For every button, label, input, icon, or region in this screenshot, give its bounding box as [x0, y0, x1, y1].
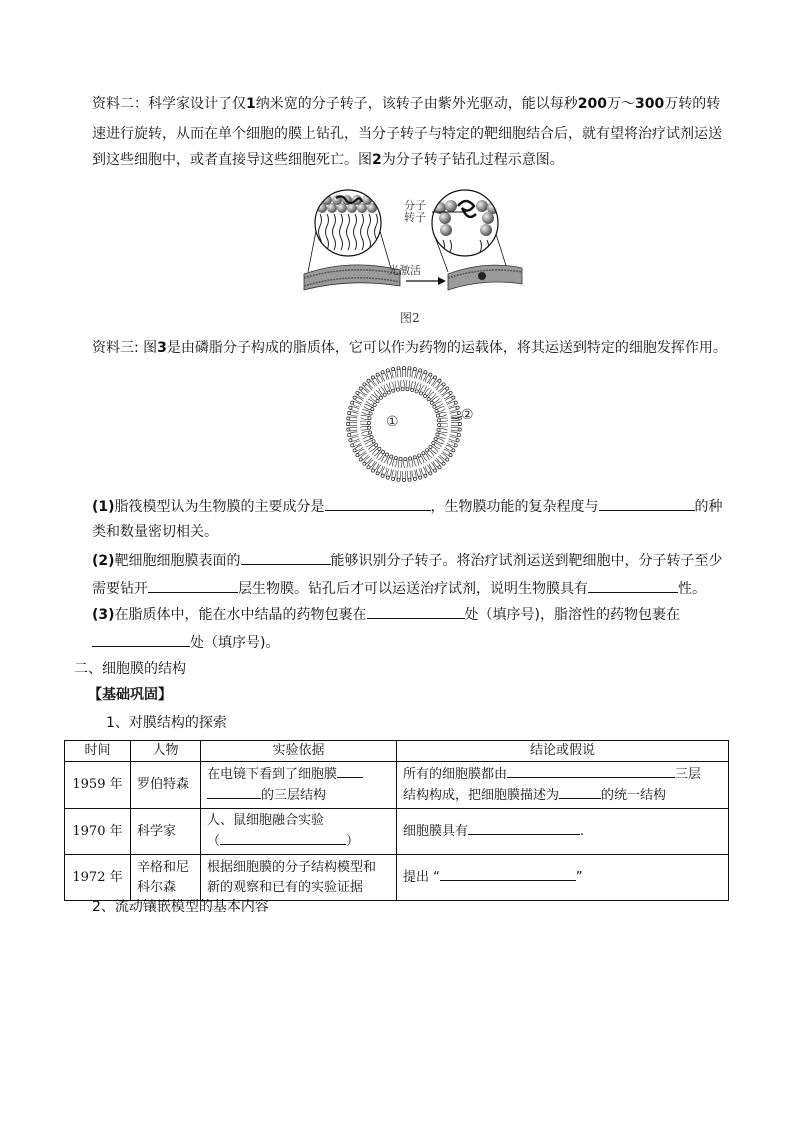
section2-item1: 1、对膜结构的探索 — [106, 715, 227, 731]
answer-blank[interactable] — [220, 831, 346, 845]
phospholipid-tail — [433, 460, 441, 468]
phospholipid-tail — [440, 388, 448, 396]
answer-blank[interactable] — [468, 821, 580, 835]
phospholipid-head — [359, 387, 362, 390]
phospholipid-tail — [372, 462, 379, 471]
phospholipid-head — [442, 462, 445, 465]
table-cell-conclusion: 细胞膜具有 . — [397, 809, 729, 855]
table-header-row — [65, 741, 729, 762]
phospholipid-tail — [364, 384, 372, 392]
phospholipid-head — [402, 366, 405, 369]
phospholipid-head — [446, 458, 449, 461]
phospholipid-head — [429, 445, 432, 448]
answer-blank-q2a[interactable] — [241, 550, 331, 565]
section2-heading: 二、细胞膜的结构 — [74, 661, 186, 677]
phospholipid-head — [379, 396, 382, 399]
table-cell-year: 1959 年 — [65, 762, 131, 809]
phospholipid-head — [359, 458, 362, 461]
table-cell-evidence: 根据细胞膜的分子结构模型和 新的观察和已有的实验证据 — [201, 855, 397, 901]
answer-blank-q1a[interactable] — [325, 496, 431, 511]
question-3-line2: 处（填序号)。 — [92, 632, 279, 653]
phospholipid-head — [430, 401, 433, 404]
phospholipid-tail — [368, 460, 376, 468]
figure3-liposome-diagram — [334, 364, 484, 484]
material3-line: 资料三: 图3是由磷脂分子构成的脂质体，它可以作为药物的运载体，将其运送到特定的细胞发挥作用。 — [92, 340, 727, 356]
phospholipid-tail — [436, 384, 444, 392]
figure2-label-activation: 光激活 — [388, 264, 421, 277]
table-cell-conclusion: 提出 “ ” — [397, 855, 729, 901]
phospholipid-tail — [442, 392, 451, 399]
answer-blank[interactable] — [440, 867, 576, 881]
phospholipid-head — [376, 400, 379, 403]
answer-blank-q3b[interactable] — [92, 632, 190, 647]
phospholipid-tail — [360, 453, 368, 461]
phospholipid-tail — [429, 377, 436, 386]
table-row — [65, 809, 729, 855]
table-header-cell: 结论或假说 — [397, 741, 729, 762]
material2-line1: 资料二：科学家设计了仅1纳米宽的分子转子，该转子由紫外光驱动，能以每秒200万～300万转的转 — [92, 96, 721, 112]
phospholipid-head — [427, 398, 430, 401]
liposome-label-2: ② — [461, 407, 474, 423]
table-header-cell: 人物 — [131, 741, 201, 762]
table-cell-person: 辛格和尼 科尔森 — [131, 855, 201, 901]
answer-blank[interactable] — [337, 764, 363, 778]
answer-blank[interactable] — [207, 785, 261, 799]
section2-item2: 2、流动镶嵌模型的基本内容 — [92, 899, 269, 915]
question-3-line1: (3)在脂质体中，能在水中结晶的药物包裹在 处（填序号)，脂溶性的药物包裹在 — [92, 604, 680, 625]
table-cell-conclusion: 所有的细胞膜都由 三层 结构构成，把细胞膜描述为 的统一结构 — [397, 762, 729, 809]
phospholipid-tail — [428, 392, 436, 400]
answer-blank[interactable] — [507, 764, 675, 778]
table-cell-evidence: 人、鼠细胞融合实验 （ ） — [201, 809, 397, 855]
figure2-label-rotor: 分子 转子 — [404, 199, 426, 224]
table-row — [65, 855, 729, 901]
phospholipid-head — [438, 379, 441, 382]
phospholipid-head — [381, 450, 384, 453]
phospholipid-tail — [372, 377, 379, 386]
phospholipid-tail — [372, 448, 380, 456]
answer-blank-q2b[interactable] — [148, 578, 238, 593]
section2-subheading: 【基础巩固】 — [88, 687, 172, 703]
material2-line3: 到这些细胞中，或者直接导这些细胞死亡。图2为分子转子钻孔过程示意图。 — [92, 152, 564, 168]
question-1-line2: 类和数量密切相关。 — [92, 524, 218, 540]
phospholipid-head — [346, 422, 349, 425]
phospholipid-tail — [433, 380, 441, 388]
phospholipid-head — [423, 394, 426, 397]
table-cell-evidence: 在电镜下看到了细胞膜 的三层结构 — [201, 762, 397, 809]
answer-blank-q3a[interactable] — [367, 604, 465, 619]
figure2-caption: 图2 — [400, 311, 420, 325]
answer-blank[interactable] — [559, 785, 601, 799]
phospholipid-tail — [357, 392, 366, 399]
answer-blank-q2c[interactable] — [588, 578, 678, 593]
phospholipid-head — [426, 449, 429, 452]
liposome-label-1: ① — [386, 414, 399, 430]
phospholipid-head — [363, 383, 366, 386]
phospholipid-tail — [368, 380, 376, 388]
phospholipid-head — [367, 466, 370, 469]
table-cell-person: 罗伯特森 — [131, 762, 201, 809]
phospholipid-tail — [442, 449, 451, 456]
phospholipid-head — [363, 462, 366, 465]
table-header-cell: 时间 — [65, 741, 131, 762]
phospholipid-tail — [429, 462, 436, 471]
phospholipid-tail — [357, 449, 366, 456]
table-cell-year: 1970 年 — [65, 809, 131, 855]
table-header-cell: 实验依据 — [201, 741, 397, 762]
answer-blank-q1b[interactable] — [599, 496, 695, 511]
question-2-line2: 需要钻开 层生物膜。钻孔后才可以运送治疗试剂，说明生物膜具有 性。 — [92, 578, 706, 599]
phospholipid-head — [378, 447, 381, 450]
material2-line2: 速进行旋转，从而在单个细胞的膜上钻孔，当分子转子与特定的靶细胞结合后，就有望将治疗试剂运送 — [92, 126, 722, 142]
phospholipid-head — [402, 478, 405, 481]
phospholipid-tail — [360, 388, 368, 396]
question-2-line1: (2)靶细胞细胞膜表面的 能够识别分子转子。将治疗试剂运送到靶细胞中，分子转子至少 — [92, 550, 723, 571]
phospholipid-tail — [436, 456, 444, 464]
phospholipid-head — [446, 387, 449, 390]
table-cell-year: 1972 年 — [65, 855, 131, 901]
table-row — [65, 762, 729, 809]
phospholipid-tail — [364, 456, 372, 464]
membrane-history-table — [64, 740, 729, 901]
table-cell-person: 科学家 — [131, 809, 201, 855]
phospholipid-tail — [440, 453, 448, 461]
question-1-line1: (1)脂筏模型认为生物膜的主要成分是 ，生物膜功能的复杂程度与 的种 — [92, 496, 723, 517]
phospholipid-head — [442, 383, 445, 386]
phospholipid-head — [367, 379, 370, 382]
phospholipid-head — [375, 444, 378, 447]
phospholipid-head — [438, 466, 441, 469]
